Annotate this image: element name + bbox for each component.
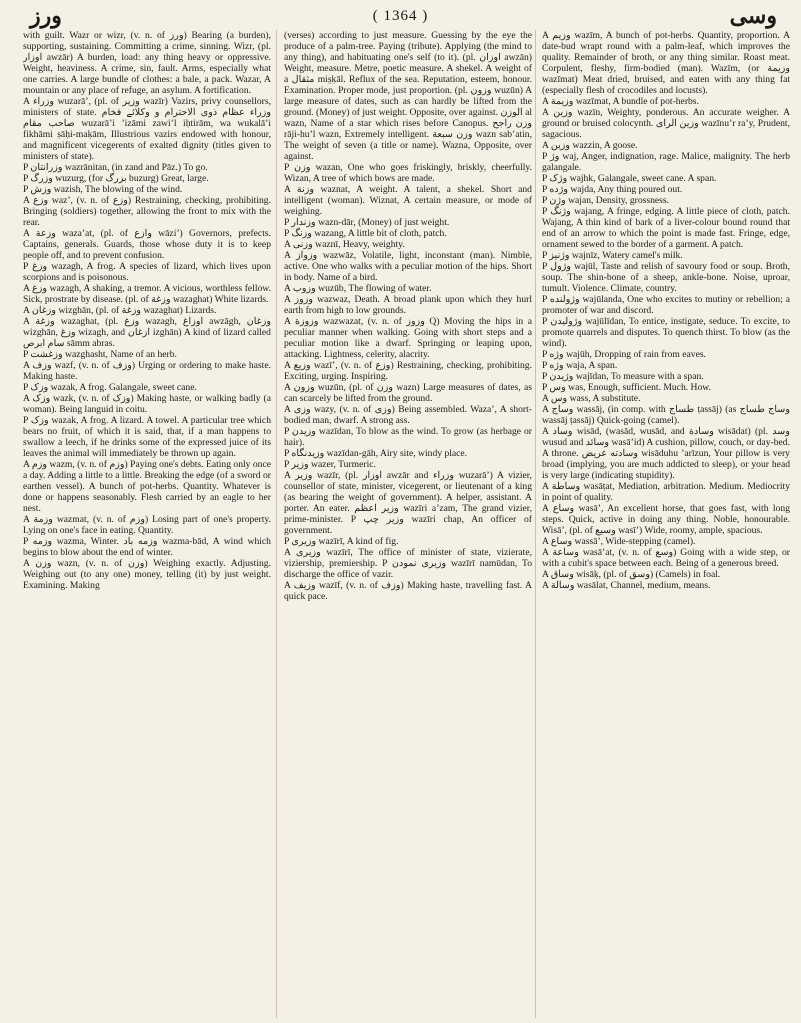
- dictionary-entry: A وساد wisād, (wasād, wusād, and وسادة wisādat) (pl. وسد wusud and وسائد wasāʼid) A cushion, pillow, couch, or day-bed. A throne. وسادته عریض wisāduhu ʼarīzun, Your pillow is very broad (implying, you are much addicted to sleep), or your head is very large (indicating stupidity).: [542, 426, 790, 481]
- column-middle: [284, 30, 532, 1018]
- dictionary-entry: A وزیف wazīf, (v. n. of وزف) Making haste, travelling fast. A quick pace.: [284, 580, 532, 602]
- dictionary-entry: A وزوز wazwaz, Death. A broad plank upon which they hurl earth from high to low grounds.: [284, 294, 532, 316]
- dictionary-entry: P وژن wajan, Density, grossness.: [542, 195, 669, 206]
- dictionary-entry: P وژنگ wajang, A fringe, edging. A little piece of cloth, patch. Wajang, A thin kind of bark of a liver-colour bound round that end of an arrow to which the point is made fast. Fringe, edge, ornament sewed to the border of a garment. A patch.: [542, 206, 790, 250]
- dictionary-entry: P وژنیز wajnīz, Watery camel's milk.: [542, 250, 683, 261]
- header-right-word: وسی: [729, 3, 777, 28]
- dictionary-entry: A وساعة wasāʼat, (v. n. of وسع) Going with a wide step, or with a cubit's space between each. Being of a generous breed.: [542, 547, 790, 569]
- dictionary-entry: P وزک wazak, A frog. Galangale, sweet cane.: [23, 382, 197, 393]
- dictionary-entry: P وژولنده wajūlanda, One who excites to mutiny or rebellion; a promoter of war and discord.: [542, 294, 790, 316]
- page-number: ( 1364 ): [372, 8, 429, 24]
- page-header: [0, 0, 801, 30]
- dictionary-entry: P وس was, Enough, sufficient. Much. How.: [542, 382, 711, 393]
- column-divider: [535, 30, 536, 1018]
- dictionary-entry: P وزمه wazma, Winter. وزمه باد wazma-bād, A wind which begins to blow about the end of winter.: [23, 536, 271, 558]
- dictionary-entry: A وساق wisāḳ, (pl. of وسق) (Camels) in foal.: [542, 569, 721, 580]
- dictionary-entry: A وزوزة wazwazat, (v. n. of وزوز Q) Moving the hips in a peculiar manner when walking. Going with short steps and a peculiar motion like a dwarf. Springing or leaping upon, attacking. Lightness, celerity, alacrity.: [284, 316, 532, 360]
- dictionary-entry: A وزیر wazīr, (pl. اوزار awzār and وزراء wuzarāʼ) A vizier, counsellor of state, minister, vicegerent, or lieutenant of a king (as bearing the weight of government). A helper, assistant. A porter. An eater. وزیر اعظم wazīri aʼzam, The grand vizier, prime-minister. P وزیر چپ wazīri chap, An officer of government.: [284, 470, 532, 536]
- dictionary-entry: A وزع wazʼ, (v. n. of وزع) Restraining, checking, prohibiting. Bringing (soldiers) together, allowing the front to mix with the rear.: [23, 195, 271, 228]
- dictionary-entry: P وژ waj, Anger, indignation, rage. Malice, malignity. The herb galangale.: [542, 151, 790, 173]
- dictionary-entry: A وزین wazīn, Weighty, ponderous. An accurate weigher. A ground or bruised colocynth. وزین الرای wazīnuʼr raʼy, Prudent, sagacious.: [542, 107, 790, 140]
- dictionary-entry: A وسالة wasālat, Channel, medium, means.: [542, 580, 711, 591]
- dictionary-entry: A وساع wasāʼ, An excellent horse, that goes fast, with long steps. Quick, active in doing any thing. Noble, honourable. Wisāʼ, (pl. of وسیع wasīʼ) Wide, roomy, ample, spacious.: [542, 503, 790, 536]
- header-left-word: ورز: [30, 3, 62, 28]
- dictionary-entry: A وزوب wuzūb, The flowing of water.: [284, 283, 432, 294]
- dictionary-entry: A وزغان wizghān, (pl. of وزغة wazaghat) Lizards.: [23, 305, 217, 316]
- dictionary-entry: P وژه wajūh, Dropping of rain from eaves.: [542, 349, 706, 360]
- dictionary-entry: P وزن wazan, One who goes friskingly, briskly, cheerfully. Wizan, A tree of which bows are made.: [284, 162, 532, 184]
- dictionary-entry: P وژول wajūl, Taste and relish of savoury food or soup. Broth, soup. The shin-bone of a sheep, ankle-bone. Noise, uproar, tumult. Violence. Climate, country.: [542, 261, 790, 294]
- dictionary-entry: P وزرگ wuzurg, (for بزرگ buzurg) Great, large.: [23, 173, 209, 184]
- dictionary-entry: A وزک wazk, (v. n. of وزک) Making haste, or walking badly (a woman). Being languid in coitu.: [23, 393, 271, 415]
- dictionary-entry: P وزرانتان wazrānitan, (in zand and Pāz.) To go.: [23, 162, 208, 173]
- column-divider: [276, 30, 277, 1018]
- dictionary-entry: A وزم wazm, (v. n. of وزم) Paying one's debts. Eating only once a day. Adding a little to a little. Breaking the edge (of a sword or earthen vessel). A bunch of pot-herbs. Quantity. Whatever is done or happens seasonably. Flesh carried by an eagle to her nest.: [23, 459, 271, 514]
- dictionary-entry: A وزین wazzin, A goose.: [542, 140, 638, 151]
- dictionary-entry: A وساع wassāʼ, Wide-stepping (camel).: [542, 536, 696, 547]
- dictionary-entry: P وزندار wazn-dār, (Money) of just weight.: [284, 217, 450, 228]
- dictionary-entry: P وزیری wazīrī, A kind of fig.: [284, 536, 399, 547]
- dictionary-entry: P وزیدن wazīdan, To blow as the wind. To grow (as herbage or hair).: [284, 426, 532, 448]
- dictionary-entry: P وژک wajhk, Galangale, sweet cane. A span.: [542, 173, 717, 184]
- dictionary-entry: A وزمة wazmat, (v. n. of وزم) Losing part of one's property. Lying on one's face in eating. Quantity.: [23, 514, 271, 536]
- dictionary-entry: P وزنگ wazang, A little bit of cloth, patch.: [284, 228, 447, 239]
- dictionary-entry: P وزیدنگاه wazīdan-gāh, Airy site, windy place.: [284, 448, 468, 459]
- dictionary-entry: with guilt. Wazr or wizr, (v. n. of ورز) Bearing (a burden), supporting, sustaining. Committing a crime, sinning. Wizr, (pl. اوزار awzār) A burden, load: any thing heavy or oppressive. Weight, heaviness. A crime, sin, fault. Arms, especially what one carries. A large bundle of clothes: a bale, a pack. Wazar, A mountain or any place of refuge, an asylum. A fortification.: [23, 30, 271, 96]
- dictionary-entry: A وزیمة wazīmat, A bundle of pot-herbs.: [542, 96, 699, 107]
- dictionary-entry: A وزن wazn, (v. n. of وزن) Weighing exactly. Adjusting. Weighing out (to any one) money, telling (it) by just weight. Examining. Making: [23, 558, 271, 591]
- dictionary-entry: A وزیع wazīʼ, (v. n. of وزع) Restraining, checking, prohibiting. Exciting, urging. Inspiring.: [284, 360, 532, 382]
- dictionary-entry: P وزک wazak, A frog. A lizard. A towel. A particular tree which bears no fruit, of which it is said, that, if a man happens to swallow a leech, if he drinks some of the expressed juice of its leaves the animal will immediately be thrown up again.: [23, 415, 271, 459]
- dictionary-entry: P وژه waja, A span.: [542, 360, 618, 371]
- column-right: [542, 30, 790, 1018]
- dictionary-entry: (verses) according to just measure. Guessing by the eye the produce of a palm-tree. Paying (tribute). Applying (the mind to any thing), and habituating one's self (to it). (pl. اوزان awzān) Weight, measure. Metre, poetic measure. A shekel. A weight of a مثقال mis̤ḳāl. Reflux of the sea. Reputation, esteem, honour. Examination. Proper mode, just proportion. (pl. وزون wuzūn) A large measure of dates, such as can hardly be lifted from the ground. (Money) of just weight. Opposite, over against. الوزن al wazn, Name of a star which rises before Canopus. وزن راجح rāji-huʼl wazn, Extremely intelligent. وزن سبعة wazn sabʼatin, The weight of seven (a title or name). Wazna, Opposite, over against.: [284, 30, 532, 162]
- dictionary-entry: A وزنة waznat, A weight. A talent, a shekel. Short and intelligent (woman). Wiznat, A certain measure, or mode of weighing.: [284, 184, 532, 217]
- dictionary-entry: A وزیری wazīrī, The office of minister of state, vizierate, viziership, premiership. P وزیری نمودن wazīrī namūdan, To discharge the office of vazir.: [284, 547, 532, 580]
- dictionary-entry: A وزنی waznī, Heavy, weighty.: [284, 239, 405, 250]
- dictionary-entry: A وزراء wuzarāʼ, (pl. of وزیر wazīr) Vazirs, privy counsellors, ministers of state. وزراء عظام ذوی الاحترام و وکلائے فخام صاحب مقام wuzarāʼi ʼizāmi zawiʼl iḥtirām, wa wukalāʼi fikhāmi ṣāḥi-maḳām, Illustrious vazirs endowed with honour, and magnificent vicegerents of exalted dignity (titles given to ministers of state).: [23, 96, 271, 162]
- column-left: [23, 30, 271, 1018]
- dictionary-entry: P وژده wajda, Any thing poured out.: [542, 184, 683, 195]
- dictionary-entry: A وساطة wasāṭat, Mediation, arbitration. Medium. Mediocrity in point of quality.: [542, 481, 790, 503]
- dictionary-entry: P وزش wazish, The blowing of the wind.: [23, 184, 183, 195]
- dictionary-entry: P وزغشت wazghasht, Name of an herb.: [23, 349, 177, 360]
- dictionary-entry: A وساج wassāj, (in comp. with طساج ṭassāj) (as وساج طساج wassāj ṭassāj) Quick-going (camel).: [542, 404, 790, 426]
- dictionary-entry: P وزیر wazer, Turmeric.: [284, 459, 376, 470]
- dictionary-entry: A وزیم wazīm, A bunch of pot-herbs. Quantity, proportion. A date-bud wrapt round with a palm-leaf, which improves the quality. Remainder of broth, or any thing similar. Roast meat. Corpulent, fleshy, firm-bodied (man). Wazīm, (or وزیمة wazīmat) Meat dried, bruised, and eaten with any thing fat (especially flesh of crocodiles and locusts).: [542, 30, 790, 96]
- dictionary-entry: A وزغة wazaghat, (pl. وزغ wazagh, اوزاغ awzāgh, وزغان wizghān, وزغ wizagh, and ازغان izghān) A kind of lizard called سام ابرص sāmm abras.: [23, 316, 271, 349]
- dictionary-entry: A وزواز wazwāz, Volatile, light, inconstant (man). Nimble, active. One who walks with a peculiar motion of the hips. Short in body. Name of a bird.: [284, 250, 532, 283]
- dictionary-entry: A وزی wazy, (v. n. of وزی) Being assembled. Wazaʼ, A short-bodied man, dwarf. A strong ass.: [284, 404, 532, 426]
- dictionary-entry: A وس wass, A substitute.: [542, 393, 641, 404]
- dictionary-entry: A وزون wuzūn, (pl. of وزن wazn) Large measures of dates, as can scarcely be lifted from the ground.: [284, 382, 532, 404]
- dictionary-entry: P وژیدن wajīdan, To measure with a span.: [542, 371, 704, 382]
- dictionary-entry: P وژولیدن wajūlīdan, To entice, instigate, seduce. To excite, to promote quarrels and disputes. To quench thirst. To blow (as the wind).: [542, 316, 790, 349]
- dictionary-entry: A وزعة wazaʼat, (pl. of وازع wāziʼ) Governors, prefects. Captains, generals. Guards, those whose duty it is to keep people off, and to prevent confusion.: [23, 228, 271, 261]
- dictionary-entry: A وزف wazf, (v. n. of وزف) Urging or ordering to make haste. Making haste.: [23, 360, 271, 382]
- dictionary-entry: A وزغ wazagh, A shaking, a tremor. A vicious, worthless fellow. Sick, prostrate by disease. (pl. of وزغة wazaghat) White lizards.: [23, 283, 271, 305]
- dictionary-entry: P وزغ wazagh, A frog. A species of lizard, which lives upon scorpions and is poisonous.: [23, 261, 271, 283]
